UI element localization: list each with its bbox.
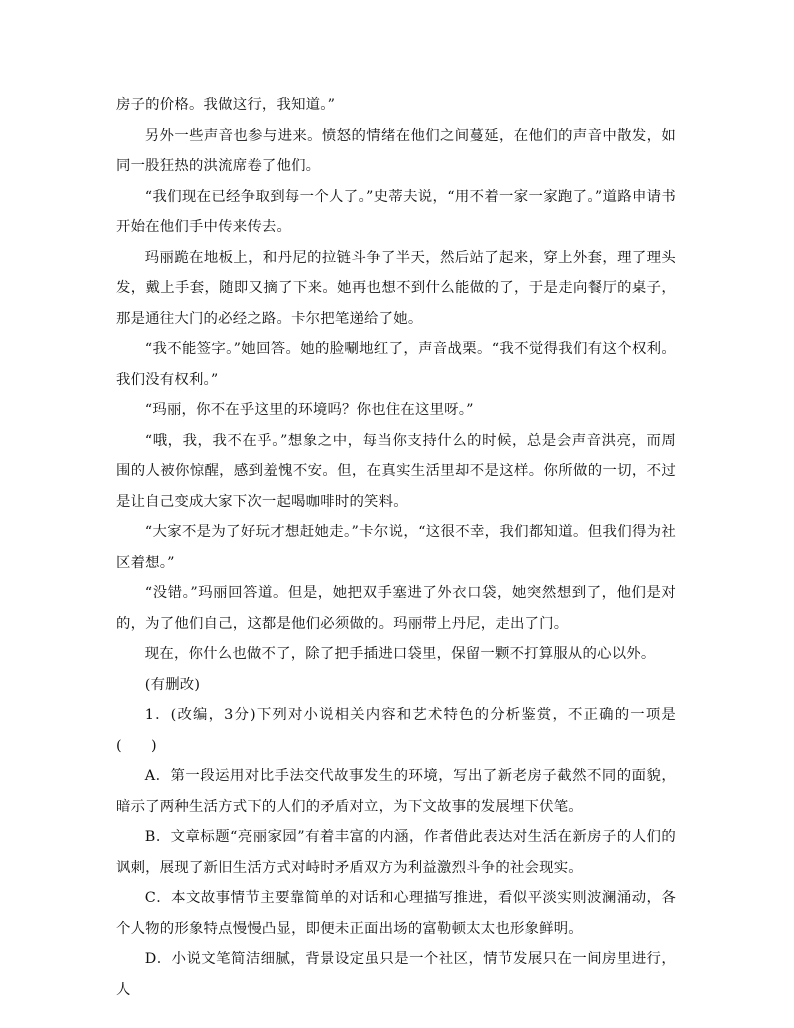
source-note: (有删改)	[144, 676, 201, 693]
option-d: D．小说文笔简洁细腻，背景设定虽只是一个社区，情节发展只在一间房里进行，人	[116, 951, 676, 998]
paragraph-8: “大家不是为了好玩才想赶她走。”卡尔说，“这很不幸，我们都知道。但我们得为社区着想。”	[116, 524, 676, 571]
question-stem: 1．(改编，3分)下列对小说相关内容和艺术特色的分析鉴赏，不正确的一项是( )	[116, 707, 676, 754]
paragraph-4: 玛丽跪在地板上，和丹尼的拉链斗争了半天，然后站了起来，穿上外套，理了理头发，戴上手套，随即又摘了下来。她再也想不到什么能做的了，于是走向餐厅的桌子，那是通往大门的必经之路。卡尔把笔递给了她。	[116, 249, 676, 327]
option-b: B．文章标题“亮丽家园”有着丰富的内涵，作者借此表达对生活在新房子的人们的讽刺，展现了新旧生活方式对峙时矛盾双方为利益激烈斗争的社会现实。	[116, 829, 676, 876]
paragraph-9: “没错。”玛丽回答道。但是，她把双手塞进了外衣口袋，她突然想到了，他们是对的，为了他们自己，这都是他们必须做的。玛丽带上丹尼，走出了门。	[116, 585, 676, 632]
paragraph-3: “我们现在已经争取到每一个人了。”史蒂夫说，“用不着一家一家跑了。”道路申请书开始在他们手中传来传去。	[116, 188, 676, 235]
paragraph-2: 另外一些声音也参与进来。愤怒的情绪在他们之间蔓延，在他们的声音中散发，如同一股狂热的洪流席卷了他们。	[116, 127, 676, 174]
option-a: A．第一段运用对比手法交代故事发生的环境，写出了新老房子截然不同的面貌，暗示了两种生活方式下的人们的矛盾对立，为下文故事的发展埋下伏笔。	[116, 768, 676, 815]
paragraph-1: 房子的价格。我做这行，我知道。”	[116, 97, 336, 113]
paragraph-5: “我不能签字。”她回答。她的脸唰地红了，声音战栗。“我不觉得我们有这个权利。我们没有权利。”	[116, 341, 676, 388]
option-c: C．本文故事情节主要靠简单的对话和心理描写推进，看似平淡实则波澜涌动，各个人物的形象特点慢慢凸显，即便未正面出场的富勒顿太太也形象鲜明。	[116, 890, 676, 937]
paragraph-7: “哦，我，我不在乎。”想象之中，每当你支持什么的时候，总是会声音洪亮，而周围的人被你惊醒，感到羞愧不安。但，在真实生活里却不是这样。你所做的一切，不过是让自己变成大家下次一起喝咖啡时的笑料。	[116, 432, 676, 510]
paragraph-10: 现在，你什么也做不了，除了把手插进口袋里，保留一颗不打算服从的心以外。	[144, 646, 656, 662]
paragraph-6: “玛丽，你不在乎这里的环境吗？你也住在这里呀。”	[144, 402, 474, 418]
document-page	[116, 90, 676, 1005]
